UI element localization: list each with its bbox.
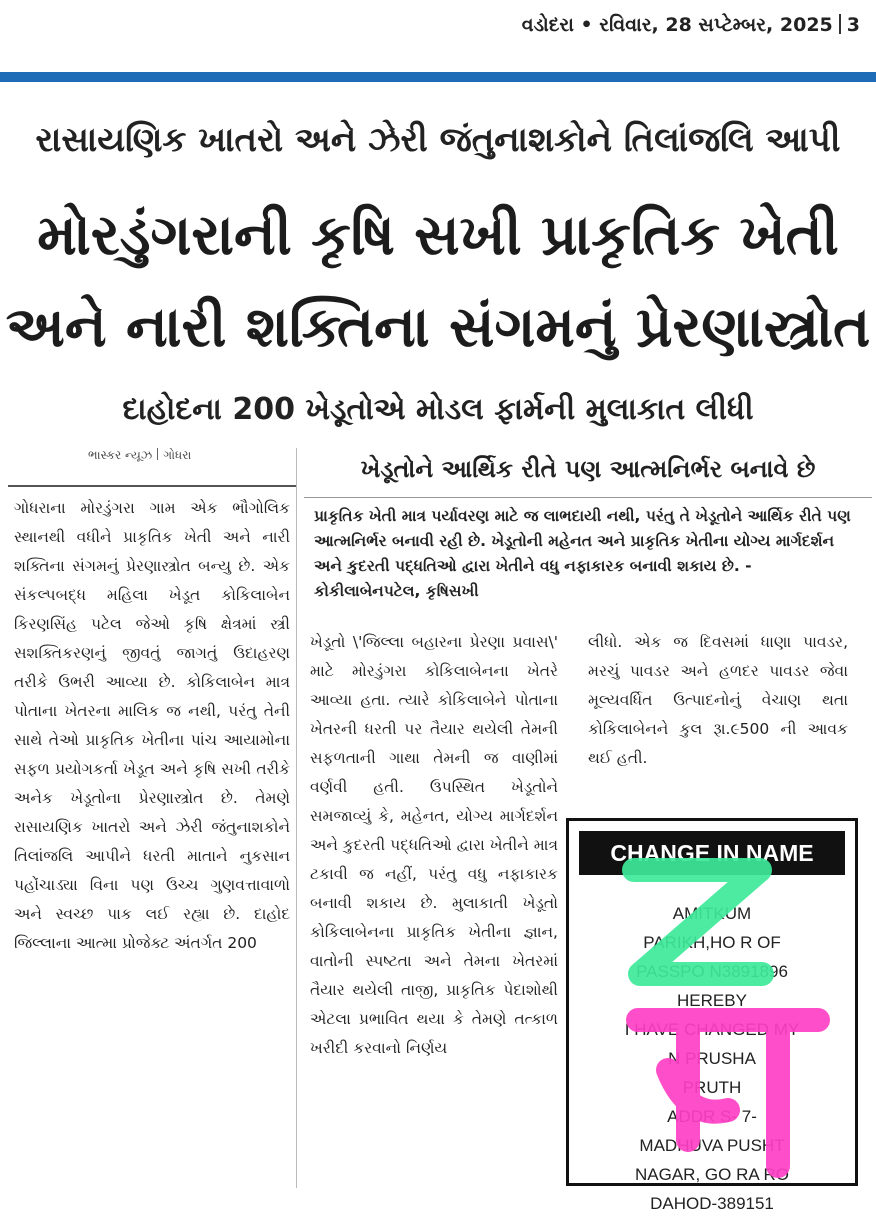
headline-line-2: અને નારી શક્તિના સંગમનું પ્રેરણાસ્ત્રોત <box>5 295 871 360</box>
dateline-divider <box>839 14 841 34</box>
green-z-scribble <box>622 858 772 986</box>
article-column-2: ખેડૂતો \'જિલ્લા બહારના પ્રેરણા પ્રવાસ\' માટે મોરડુંગરા કોકિલાબેનના ખેતરે આવ્યા હતા. ત્યારે કોકિલાબેને પોતાના ખેતરની ધરતી પર તૈયાર થયેલી તેમની સફળતાની ગાથા તેમની જ વાણીમાં વર્ણવી હતી. ઉપસ્થિત ખેડૂતોને સમજાવ્યું કે, મહેનત, યોગ્ય માર્ગદર્શન અને કુદરતી પદ્ધતિઓ દ્વારા ખેતીને માત્ર ટકાવી જ નહીં, પરંતુ વધુ નફાકારક બનાવી શકાય છે. મુલાકાતી ખેડૂતો કોકિલાબેનના પ્રાકૃતિક ખેતીના જ્ઞાન, વાતોની સ્પષ્ટતા અને તેમના ખેતરમાં તૈયાર થયેલી તાજી, પ્રાકૃતિક પેદાશોથી એટલા પ્રભાવિત થયા કે તેમણે તત્કાળ ખરીદી કરવાનો નિર્ણય <box>310 633 558 1057</box>
article-kicker: રાસાયણિક ખાતરો અને ઝેરી જંતુનાશકોને તિલાંજલિ આપી <box>35 120 841 160</box>
article-subhead: દાહોદના 200 ખેડૂતોએ મોડલ ફાર્મની મુલાકાત લીધી <box>122 392 754 427</box>
pull-quote <box>304 450 872 604</box>
pull-quote-text: પ્રાકૃતિક ખેતી માત્ર પર્યાવરણ માટે જ લાભદાયી નથી, પરંતુ તે ખેડૂતોને આર્થિક રીતે પણ આત્મનિર્ભર બનાવી રહી છે. ખેડૂતોની મહેનત અને પ્રાકૃતિક ખેતીના યોગ્ય માર્ગદર્શન અને કુદરતી પદ્ધતિઓ દ્વારા ખેતીને વધુ નફાકારક બનાવી શકાય છે. - કોકીલાબેનપટેલ, કૃષિસખી <box>314 507 851 600</box>
article-column-3: લીધો. એક જ દિવસમાં ધાણા પાવડર, મરચું પાવડર અને હળદર પાવડર જેવા મૂલ્યવર્ધિત ઉત્પાદનોનું વેચાણ થતા કોકિલાબેનને કુલ રૂા.૯500 ની આવક થઈ હતી. <box>588 633 848 767</box>
ad-line: N PRUSHA <box>668 1049 756 1068</box>
byline <box>88 448 191 463</box>
dateline <box>522 14 860 36</box>
ad-line: PRUTH <box>682 1078 742 1097</box>
ad-line: AMITKUM <box>672 904 752 923</box>
byline-source: ભાસ્કર ન્યૂઝ <box>88 448 153 462</box>
ad-line: I HAVE CHANGED MY <box>624 1020 800 1039</box>
ad-line: NAGAR, GO RA RO <box>635 1165 789 1184</box>
ad-line: DAHOD-389151 <box>650 1194 774 1213</box>
ad-line: HEREBY <box>677 991 747 1010</box>
pull-quote-rule <box>304 497 872 498</box>
masthead <box>0 0 876 60</box>
article-headline <box>0 190 876 374</box>
pink-ga-scribble <box>628 1000 828 1174</box>
byline-divider <box>157 448 158 460</box>
column-top-rule <box>8 485 296 487</box>
ad-line: PASSPO N3891896 <box>636 962 788 981</box>
ad-line: ADDR S- 7- <box>667 1107 757 1126</box>
column-divider <box>296 448 297 1188</box>
ad-line: PARIKH,HO R OF <box>643 933 781 952</box>
byline-place: ગોધરા <box>163 448 192 462</box>
pull-quote-heading: ખેડૂતોને આર્થિક રીતે પણ આત્મનિર્ભર બનાવે છે <box>360 455 816 483</box>
headline-line-1: મોરડુંગરાની કૃષિ સખી પ્રાકૃતિક ખેતી <box>37 203 839 268</box>
article-column-1: ગોધરાના મોરડુંગરા ગામ એક ભૌગોલિક સ્થાનથી વધીને પ્રાકૃતિક ખેતી અને નારી શક્તિના સંગમનું પ્રેરણાસ્ત્રોત બન્યુ છે. એક સંકલ્પબદ્ધ મહિલા ખેડૂત કોકિલાબેન કિરણસિંહ પટેલ જેઓ કૃષિ ક્ષેત્રમાં સ્ત્રી સશક્તિકરણનું જીવતું જાગતું ઉદાહરણ તરીકે ઉભરી આવ્યા છે. કોકિલાબેન માત્ર પોતાના ખેતરના માલિક જ નથી, પરંતુ તેની સાથે તેઓ પ્રાકૃતિક ખેતીના પાંચ આયામોના સફળ પ્રયોગકર્તા ખેડૂત અને કૃષિ સખી તરીકે અનેક ખેડૂતોના પ્રેરણાસ્ત્રોત છે. તેમણે રાસાયણિક ખાતરો અને ઝેરી જંતુનાશકોને તિલાંજલિ આપીને ધરતી માતાને નુકસાન પહોંચાડ્યા વિના પણ ઉચ્ચ ગુણવત્તાવાળો અને સ્વચ્છ પાક લઈ રહ્યા છે. દાહોદ જિલ્લાના આત્મા પ્રોજેક્ટ અંતર્ગત 200 <box>14 499 290 952</box>
classified-ad-title: CHANGE IN NAME <box>579 831 845 875</box>
page-number: 3 <box>846 14 860 36</box>
ad-line: MADHUVA PUSHT <box>639 1136 785 1155</box>
dateline-text: વડોદરા • રવિવાર, 28 સપ્ટેમ્બર, 2025 <box>521 14 833 36</box>
top-color-stripe <box>0 72 876 82</box>
